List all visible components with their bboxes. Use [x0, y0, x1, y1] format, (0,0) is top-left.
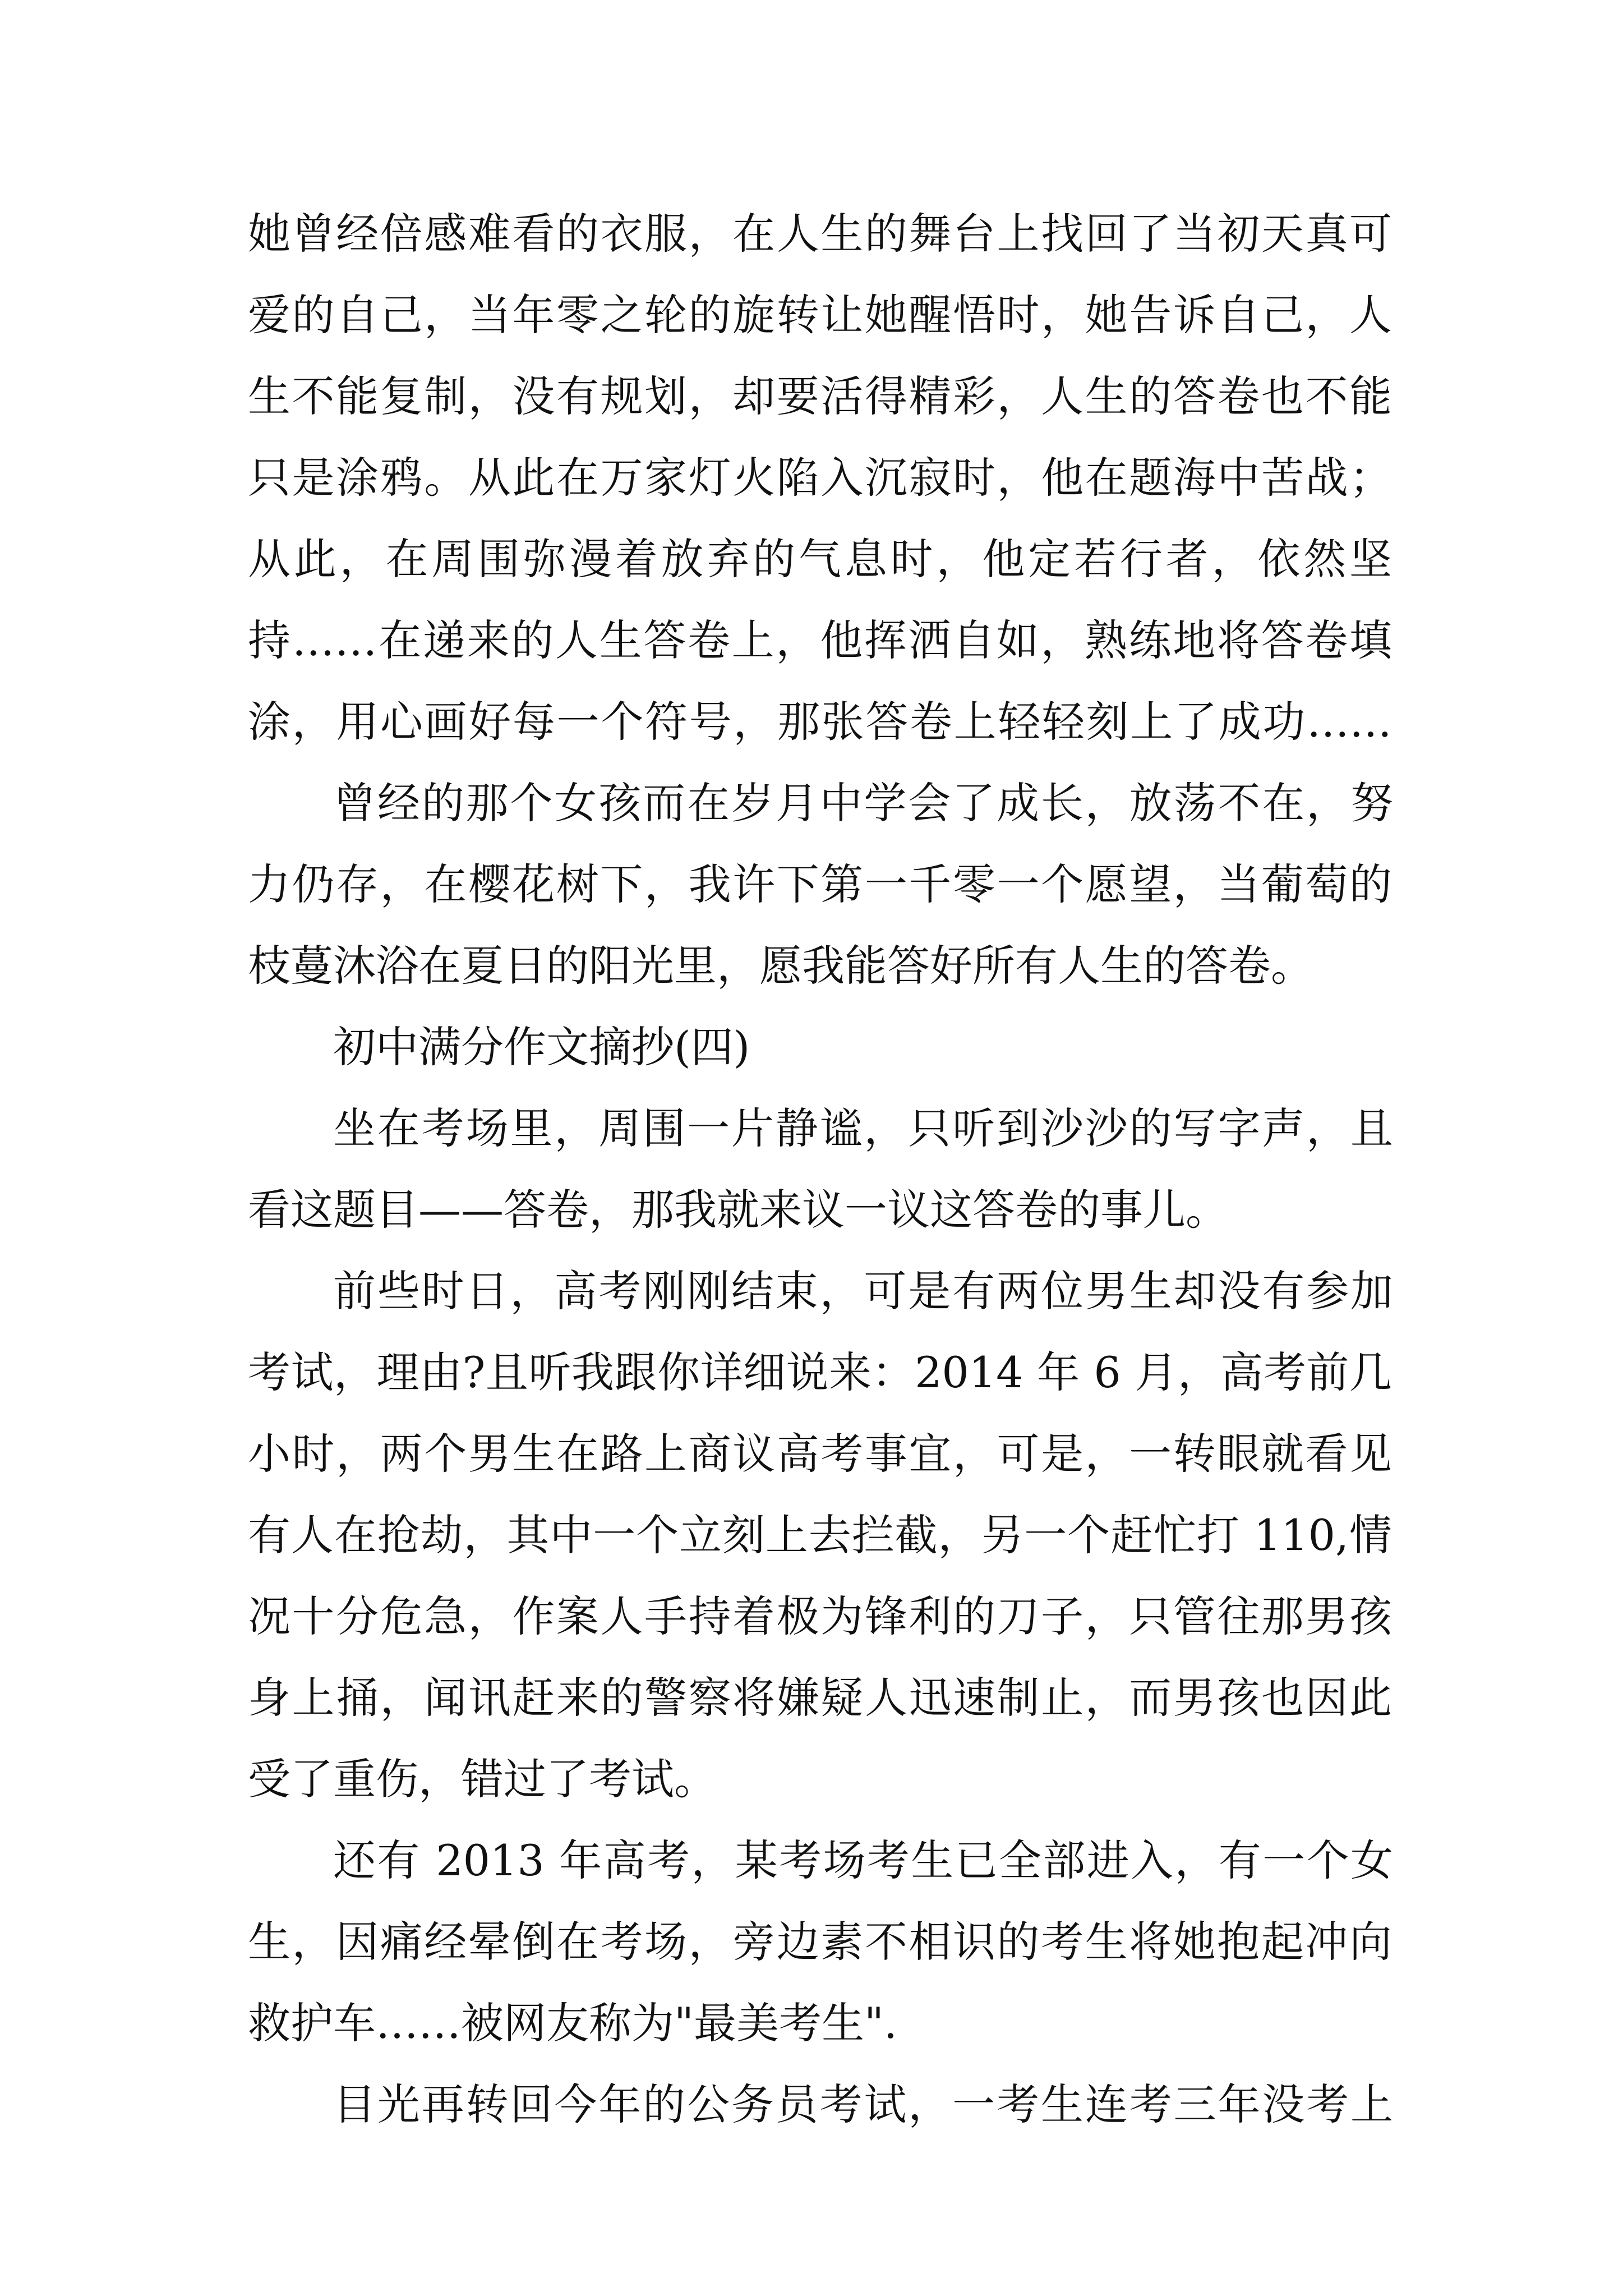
text-line: 枝蔓沐浴在夏日的阳光里，愿我能答好所有人生的答卷。 [248, 941, 1313, 991]
text-line: 救护车……被网友称为"最美考生". [248, 1998, 898, 2048]
paragraph-first-line: 前些时日，高考刚刚结束，可是有两位男生却没有参加 [333, 1266, 1393, 1316]
paragraph-first-line: 曾经的那个女孩而在岁月中学会了成长，放荡不在，努 [333, 778, 1393, 828]
text-line: 生，因痛经晕倒在考场，旁边素不相识的考生将她抱起冲向 [248, 1917, 1392, 1967]
text-line: 看这题目——答卷，那我就来议一议这答卷的事儿。 [248, 1185, 1228, 1235]
text-line: 受了重伤，错过了考试。 [248, 1754, 717, 1804]
paragraph-first-line: 目光再转回今年的公务员考试，一考生连考三年没考上 [333, 2079, 1393, 2129]
paragraph-first-line: 还有 2013 年高考，某考场考生已全部进入，有一个女 [333, 1835, 1393, 1885]
text-line: 爱的自己，当年零之轮的旋转让她醒悟时，她告诉自己，人 [248, 290, 1392, 340]
text-line: 况十分危急，作案人手持着极为锋利的刀子，只管往那男孩 [248, 1591, 1392, 1641]
paragraph-first-line: 坐在考场里，周围一片静谧，只听到沙沙的写字声，且 [333, 1103, 1393, 1153]
text-line: 持……在递来的人生答卷上，他挥洒自如，熟练地将答卷填 [248, 615, 1392, 665]
text-line: 力仍存，在樱花树下，我许下第一千零一个愿望，当葡萄的 [248, 859, 1392, 909]
text-line: 考试，理由?且听我跟你详细说来：2014 年 6 月，高考前几 [248, 1347, 1392, 1397]
text-line: 只是涂鸦。从此在万家灯火陷入沉寂时，他在题海中苦战； [248, 453, 1392, 503]
text-line: 小时，两个男生在路上商议高考事宜，可是，一转眼就看见 [248, 1429, 1392, 1479]
text-line: 她曾经倍感难看的衣服，在人生的舞台上找回了当初天真可 [248, 209, 1392, 259]
text-line: 生不能复制，没有规划，却要活得精彩，人生的答卷也不能 [248, 371, 1392, 421]
text-line: 从此，在周围弥漫着放弃的气息时，他定若行者，依然坚 [248, 534, 1392, 584]
text-line: 涂，用心画好每一个符号，那张答卷上轻轻刻上了成功…… [248, 697, 1392, 747]
text-line: 身上捅，闻讯赶来的警察将嫌疑人迅速制止，而男孩也因此 [248, 1673, 1392, 1723]
section-heading: 初中满分作文摘抄(四) [333, 1022, 750, 1072]
text-line: 有人在抢劫，其中一个立刻上去拦截，另一个赶忙打 110,情 [248, 1510, 1392, 1560]
